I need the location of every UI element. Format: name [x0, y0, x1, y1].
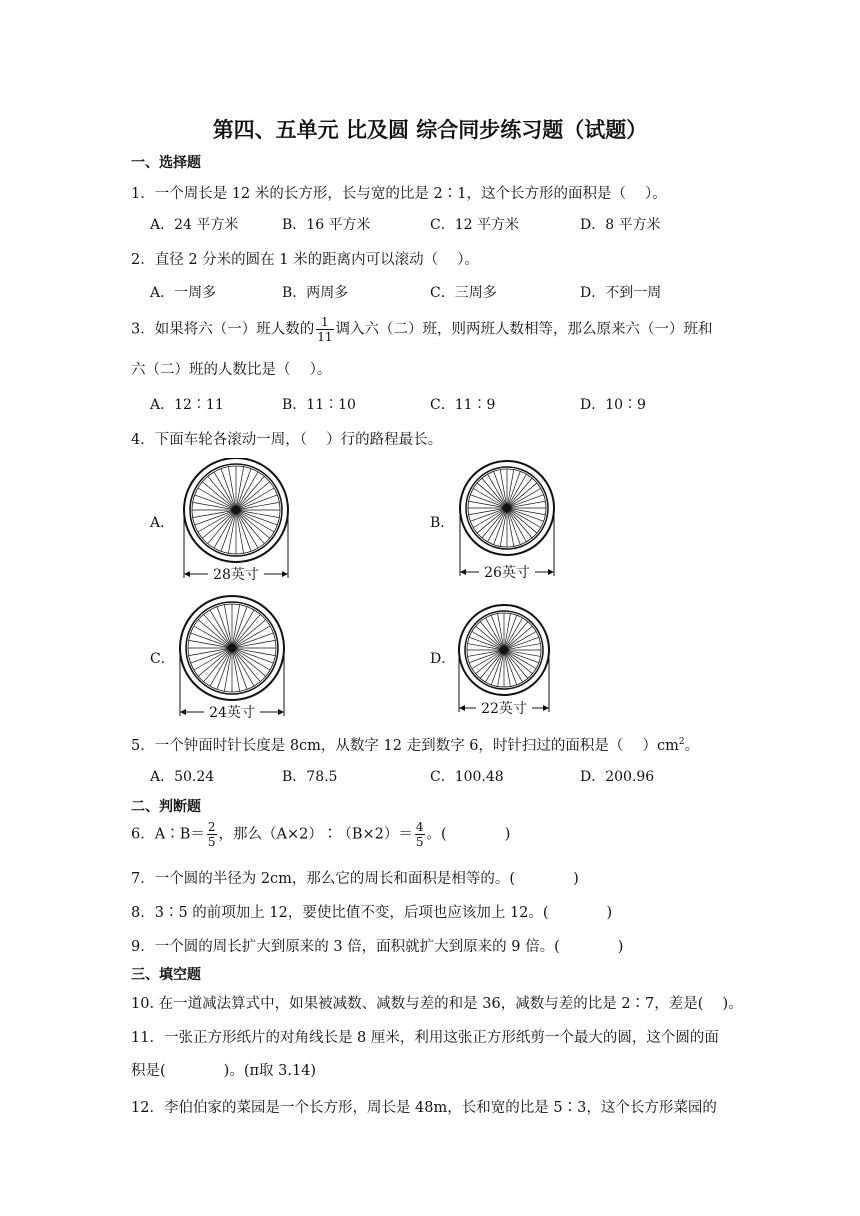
q4-label-a: A． [150, 515, 175, 531]
wheel-a-figure [174, 458, 298, 584]
question-11-line-1: 11．一张正方形纸片的对角线长是 8 厘米，利用这张正方形纸剪一个最大的圆，这个圆的面 [131, 1030, 719, 1046]
question-8: 8．3∶5 的前项加上 12，要使比值不变，后项也应该加上 12。( ) [131, 905, 613, 921]
q6-fraction-2-numerator: 4 [415, 820, 424, 834]
q3-option-b: B．11∶10 [282, 397, 356, 413]
hub [503, 504, 511, 512]
dimension-label: 28英寸 [213, 567, 259, 583]
q3-option-c: C．11∶9 [430, 397, 496, 413]
q6-text-pre: 6．A∶B＝ [131, 826, 205, 843]
q2-option-b: B．两周多 [282, 285, 349, 301]
q5-option-a: A．50.24 [150, 769, 215, 785]
q5-option-d: D．200.96 [580, 769, 655, 785]
dimension-arrow-left [459, 705, 465, 711]
q5-text: 5．一个钟面时针长度是 8cm，从数字 12 走到数字 6，时针扫过的面积是（ ）cm [131, 738, 679, 754]
q1-option-b: B．16 平方米 [282, 217, 371, 233]
wheel-b-figure [452, 458, 562, 584]
question-1: 1．一个周长是 12 米的长方形，长与宽的比是 2∶1，这个长方形的面积是（ ）。 [131, 186, 667, 202]
q3-text-post: 调入六（二）班，则两班人数相等，那么原来六（一）班和 [335, 321, 713, 338]
q6-text-mid: ，那么（A×2）∶（B×2）＝ [218, 826, 413, 843]
q1-option-c: C．12 平方米 [430, 217, 519, 233]
dimension-arrow-right [278, 709, 284, 715]
q5-option-b: B．78.5 [282, 769, 338, 785]
question-6 [131, 820, 510, 849]
q6-fraction-2-denominator: 5 [415, 835, 424, 849]
dimension-arrow-right [543, 705, 549, 711]
q3-option-d: D．10∶9 [580, 397, 646, 413]
q5-end: 。 [684, 738, 700, 754]
dimension-label: 26英寸 [484, 565, 530, 581]
q6-fraction-2 [415, 820, 425, 849]
section-heading-choice: 一、选择题 [131, 155, 201, 171]
question-5 [131, 734, 699, 755]
dimension-arrow-left [184, 571, 190, 577]
q3-option-a: A．12∶11 [150, 397, 224, 413]
q2-option-a: A．一周多 [150, 285, 217, 301]
section-heading-fill: 三、填空题 [131, 967, 201, 983]
dimension-arrow-right [548, 569, 554, 575]
q5-superscript: 2 [678, 737, 685, 748]
dimension-arrow-left [460, 569, 466, 575]
q4-label-b: B． [430, 515, 455, 531]
section-heading-judge: 二、判断题 [131, 799, 201, 815]
q4-label-c: C． [150, 651, 175, 667]
question-7: 7．一个圆的半径为 2cm，那么它的周长和面积是相等的。( ) [131, 871, 579, 887]
question-12: 12．李伯伯家的菜园是一个长方形，周长是 48m，长和宽的比是 5∶3，这个长方形菜园的 [131, 1100, 717, 1116]
wheel-d-figure [452, 592, 556, 722]
q3-fraction-denominator: 11 [317, 330, 333, 344]
dimension-arrow-left [180, 709, 186, 715]
question-9: 9．一个圆的周长扩大到原来的 3 倍，面积就扩大到原来的 9 倍。( ) [131, 939, 624, 955]
question-2: 2．直径 2 分米的圆在 1 米的距离内可以滚动（ ）。 [131, 252, 479, 268]
question-4: 4．下面车轮各滚动一周，（ ）行的路程最长。 [131, 432, 443, 448]
hub [232, 506, 240, 514]
wheel-c-figure [174, 592, 290, 722]
q5-option-c: C．100.48 [430, 769, 504, 785]
hub [228, 644, 236, 652]
hub [500, 646, 508, 654]
question-10: 10. 在一道减法算式中，如果被减数、减数与差的和是 36，减数与差的比是 2∶7，差是( )。 [131, 996, 743, 1012]
q6-text-post: 。( ) [426, 826, 511, 843]
q3-fraction-numerator: 1 [316, 315, 333, 330]
q6-fraction-1-denominator: 5 [207, 835, 216, 849]
q1-option-a: A．24 平方米 [150, 217, 239, 233]
question-11-line-2: 积是( )。(π取 3.14) [131, 1063, 317, 1079]
page-title: 第四、五单元 比及圆 综合同步练习题（试题） [212, 118, 648, 142]
q6-fraction-1-numerator: 2 [207, 820, 216, 834]
q2-option-d: D．不到一周 [580, 285, 662, 301]
dimension-label: 24英寸 [209, 705, 255, 721]
q2-option-c: C．三周多 [430, 285, 497, 301]
q3-fraction [316, 315, 333, 344]
question-3-line-1 [131, 315, 713, 344]
q3-text-pre: 3．如果将六（一）班人数的 [131, 321, 315, 338]
q1-option-d: D．8 平方米 [580, 217, 661, 233]
question-3-line-2: 六（二）班的人数比是（ ）。 [131, 362, 332, 378]
dimension-arrow-right [282, 571, 288, 577]
dimension-label: 22英寸 [481, 701, 527, 717]
q6-fraction-1 [207, 820, 217, 849]
q4-label-d: D． [430, 651, 456, 667]
